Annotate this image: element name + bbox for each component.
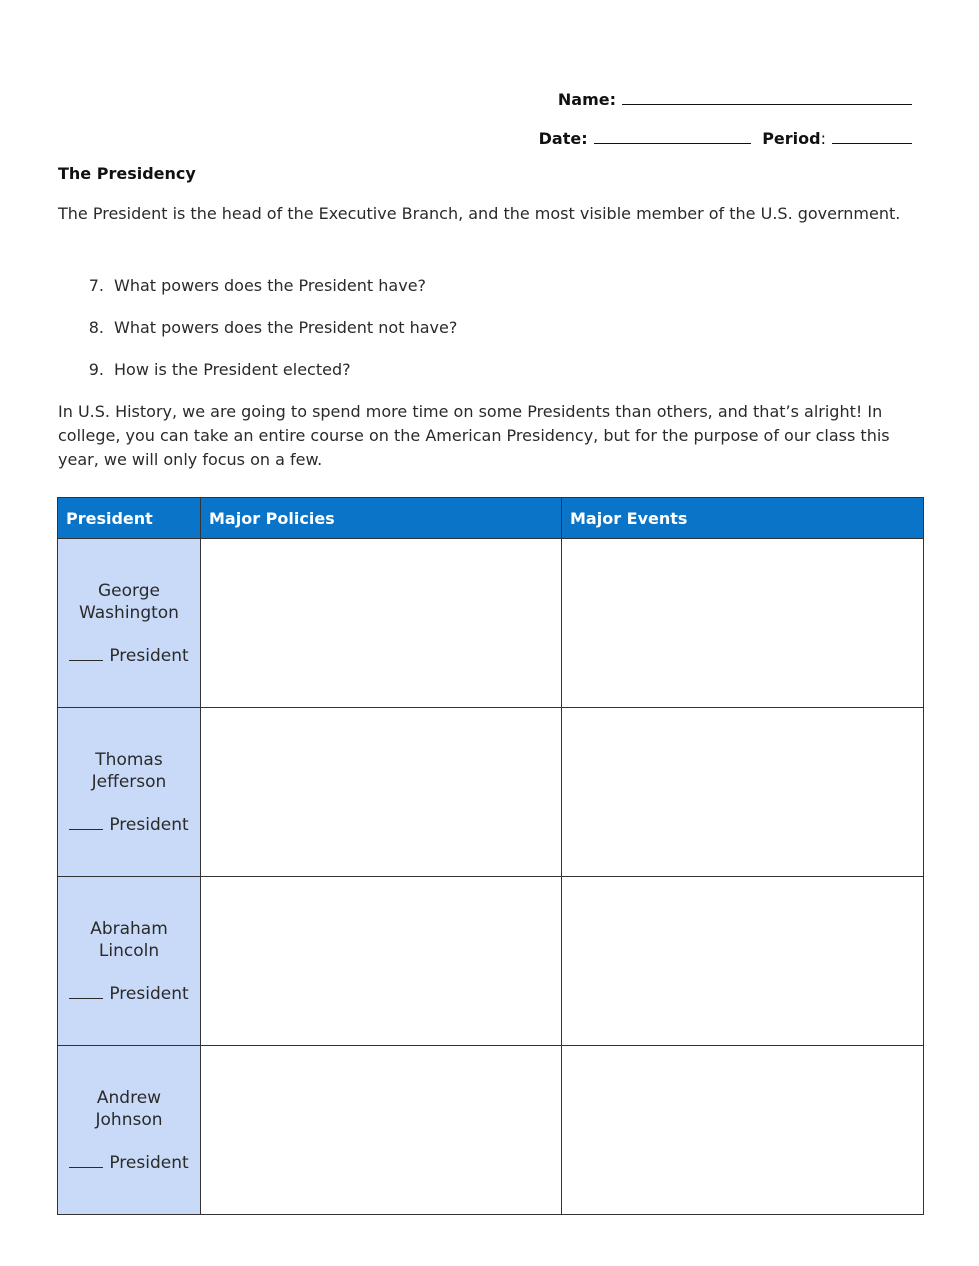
question-item bbox=[58, 358, 457, 400]
question-item bbox=[58, 316, 457, 358]
president-number-blank[interactable] bbox=[69, 984, 103, 999]
header-president: President bbox=[58, 498, 201, 539]
question-number: 8. bbox=[88, 318, 104, 337]
period-label: Period bbox=[762, 129, 821, 148]
president-role: President bbox=[109, 645, 189, 666]
period-colon: : bbox=[820, 129, 826, 148]
table-row bbox=[58, 539, 924, 708]
major-events-cell[interactable] bbox=[562, 708, 924, 877]
table-row bbox=[58, 708, 924, 877]
name-line bbox=[558, 90, 912, 109]
question-text: What powers does the President not have? bbox=[114, 318, 458, 337]
question-item bbox=[58, 274, 457, 316]
date-field[interactable] bbox=[594, 129, 751, 144]
date-label: Date: bbox=[538, 129, 588, 148]
major-events-cell[interactable] bbox=[562, 1046, 924, 1215]
major-events-cell[interactable] bbox=[562, 539, 924, 708]
president-cell bbox=[58, 877, 201, 1046]
president-cell bbox=[58, 708, 201, 877]
president-cell bbox=[58, 1046, 201, 1215]
name-field[interactable] bbox=[622, 90, 912, 105]
major-events-cell[interactable] bbox=[562, 877, 924, 1046]
date-period-line bbox=[539, 129, 912, 148]
table-row bbox=[58, 1046, 924, 1215]
name-label: Name: bbox=[557, 90, 616, 109]
major-policies-cell[interactable] bbox=[201, 539, 562, 708]
president-number-line bbox=[59, 645, 199, 667]
header-major-events: Major Events bbox=[562, 498, 924, 539]
president-cell bbox=[58, 539, 201, 708]
question-list bbox=[58, 274, 457, 400]
president-number-line bbox=[59, 1152, 199, 1174]
major-policies-cell[interactable] bbox=[201, 708, 562, 877]
section-title: The Presidency bbox=[58, 164, 196, 183]
intro-paragraph: The President is the head of the Executive Branch, and the most visible member of the U.S. government. bbox=[58, 204, 901, 223]
president-number-blank[interactable] bbox=[69, 646, 103, 661]
president-role: President bbox=[109, 1152, 189, 1173]
president-role: President bbox=[109, 814, 189, 835]
question-number: 7. bbox=[88, 276, 104, 295]
president-name: George Washington bbox=[79, 580, 179, 623]
table-header-row bbox=[58, 498, 924, 539]
president-name: Thomas Jefferson bbox=[91, 749, 167, 792]
history-paragraph: In U.S. History, we are going to spend more time on some Presidents than others, and that’s alright! In college, you can take an entire course on the American Presidency, but for the purpose of our class this year, we will only focus on a few. bbox=[58, 402, 890, 469]
question-text: What powers does the President have? bbox=[114, 276, 427, 295]
president-number-line bbox=[59, 814, 199, 836]
major-policies-cell[interactable] bbox=[201, 1046, 562, 1215]
president-name: Andrew Johnson bbox=[95, 1087, 163, 1130]
presidents-table bbox=[57, 497, 924, 1215]
president-name: Abraham Lincoln bbox=[90, 918, 168, 961]
president-number-line bbox=[59, 983, 199, 1005]
president-number-blank[interactable] bbox=[69, 815, 103, 830]
president-number-blank[interactable] bbox=[69, 1153, 103, 1168]
major-policies-cell[interactable] bbox=[201, 877, 562, 1046]
question-number: 9. bbox=[88, 360, 104, 379]
period-field[interactable] bbox=[832, 129, 912, 144]
question-text: How is the President elected? bbox=[114, 360, 351, 379]
header-major-policies: Major Policies bbox=[201, 498, 562, 539]
table-row bbox=[58, 877, 924, 1046]
president-role: President bbox=[109, 983, 189, 1004]
